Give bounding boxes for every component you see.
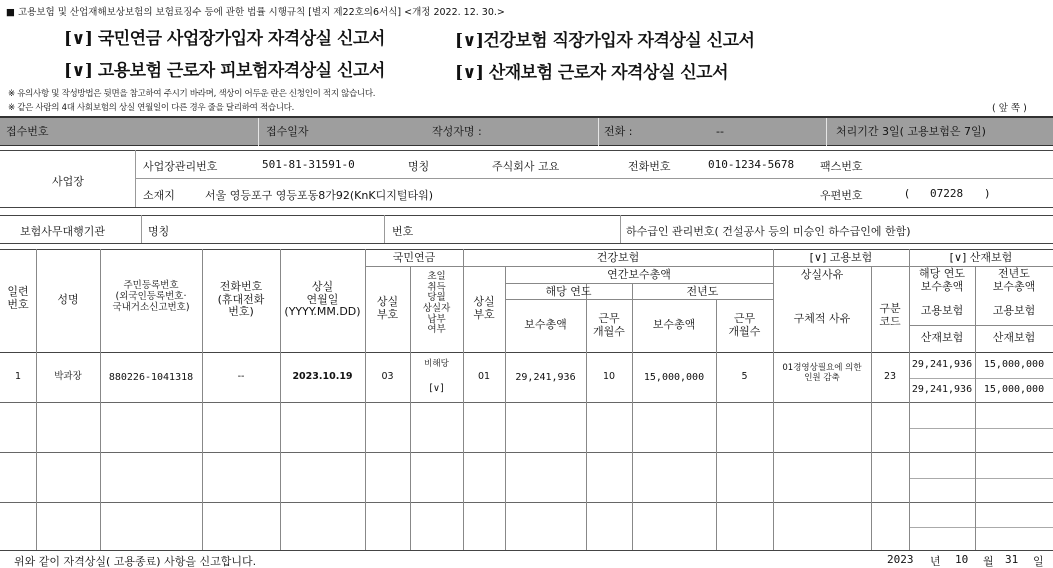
receipt-date-label: 접수일자 — [266, 125, 309, 138]
processing-period: 처리기간 3일( 고용보험은 7일) — [836, 125, 986, 138]
writer-label: 작성자명 : — [432, 125, 482, 138]
h-last-year: 전년도 — [686, 285, 719, 298]
h-industrial-insurance[interactable]: [∨] 산재보험 — [949, 251, 1013, 264]
h-specific-reason: 구체적 사유 — [793, 312, 851, 325]
row1-serial: 1 — [14, 371, 22, 382]
note-lines: ※ 같은 사람의 4대 사회보험의 상실 연월일이 다른 경우 줄을 달리하여 적습니다. — [8, 103, 294, 113]
title-employment-label: 고용보험 근로자 피보험자격상실 신고서 — [97, 61, 385, 81]
h-last-work-months: 근무 개월수 — [728, 312, 761, 338]
h-pension: 국민연금 — [392, 251, 436, 264]
h-serial: 일련 번호 — [7, 285, 29, 311]
row1-ind-this-pay[interactable]: 29,241,936 — [911, 384, 973, 395]
title-industrial-label: 산재보험 근로자 자격상실 신고서 — [488, 63, 728, 83]
form-header: ■ 고용보험 및 산업재해보상보험의 보험료징수 등에 관한 법률 시행규칙 [별지 제22호의6서식] <개정 2022. 12. 30.> — [6, 7, 505, 18]
mgmt-no-label: 사업장관리번호 — [143, 160, 218, 173]
row1-emp-last-pay[interactable]: 15,000,000 — [983, 359, 1045, 370]
h-health: 건강보험 — [596, 251, 640, 264]
footer-year[interactable]: 2023 — [887, 553, 914, 566]
row1-phone[interactable]: -- — [237, 371, 245, 382]
subcontract-label: 하수급인 관리번호( 건설공사 등의 미승인 하수급인에 한함) — [626, 225, 911, 238]
h-class-code: 구분 코드 — [879, 302, 901, 328]
check-pension[interactable]: [∨] — [64, 29, 93, 49]
address-label: 소재지 — [143, 189, 175, 202]
h-last-pay-total: 보수총액 — [652, 318, 696, 331]
title-pension — [64, 24, 385, 49]
workplace-section-label: 사업장 — [52, 175, 84, 188]
check-industrial[interactable]: [∨] — [455, 63, 484, 83]
workplace-name-value[interactable]: 주식회사 고요 — [492, 160, 560, 173]
agency-name-label: 명칭 — [148, 225, 170, 238]
h-this-year-pay: 해당 연도 보수총액 — [918, 267, 965, 293]
row1-health-last-months[interactable]: 5 — [741, 371, 748, 382]
row1-name[interactable]: 박과장 — [54, 371, 82, 382]
check-health[interactable]: [∨] — [455, 31, 484, 51]
check-employment[interactable]: [∨] — [64, 61, 93, 81]
row1-health-code[interactable]: 01 — [477, 371, 491, 382]
title-pension-label: 국민연금 사업장가입자 자격상실 신고서 — [97, 29, 385, 49]
h-this-year: 해당 연도 — [545, 285, 592, 298]
row1-pension-code[interactable]: 03 — [381, 371, 394, 382]
agency-section-label: 보험사무대행기관 — [20, 225, 106, 238]
postcode-close: ) — [985, 187, 990, 200]
h-loss-date: 상실 연월일 (YYYY.MM.DD) — [284, 280, 361, 319]
h-loss-reason: 상실사유 — [800, 268, 844, 281]
row1-rrn[interactable]: 880226-1041318 — [108, 372, 194, 383]
receipt-no-label: 접수번호 — [6, 125, 49, 138]
h-emp-last: 고용보험 — [992, 304, 1036, 317]
h-rrn: 주민등록번호 (외국인등록번호· 국내거소신고번호) — [112, 280, 190, 313]
note-instructions: ※ 유의사항 및 작성방법은 뒷면을 참고하여 주시기 바라며, 색상이 어두운 란은 신청인이 적지 않습니다. — [8, 89, 376, 99]
h-emp-this: 고용보험 — [920, 304, 964, 317]
row1-pension-first-check[interactable]: [∨] — [429, 383, 444, 394]
workplace-tel-value[interactable]: 010-1234-5678 — [708, 158, 795, 171]
row1-emp-this-pay[interactable]: 29,241,936 — [911, 359, 973, 370]
footer-month[interactable]: 10 — [955, 553, 969, 566]
h-phone: 전화번호 (휴대전화 번호) — [217, 280, 265, 319]
title-health-label: 건강보험 직장가입자 자격상실 신고서 — [483, 31, 755, 51]
h-annual-pay: 연간보수총액 — [607, 268, 671, 281]
title-industrial — [455, 58, 728, 83]
reception-phone-label: 전화 : — [604, 125, 633, 138]
h-name: 성명 — [57, 293, 79, 306]
footer-day-unit: 일 — [1033, 555, 1044, 568]
h-this-pay-total: 보수총액 — [524, 318, 567, 331]
row1-loss-date[interactable]: 2023.10.19 — [292, 371, 353, 382]
footer-month-unit: 월 — [983, 555, 994, 568]
h-health-code: 상실 부호 — [473, 295, 495, 321]
row1-health-last-pay[interactable]: 15,000,000 — [643, 372, 705, 383]
postcode-label: 우편번호 — [820, 189, 863, 202]
h-pension-code: 상실 부호 — [376, 295, 399, 321]
workplace-name-label: 명칭 — [408, 160, 430, 173]
agency-no-label: 번호 — [392, 225, 414, 238]
row1-health-this-months[interactable]: 10 — [602, 371, 616, 382]
row1-class-code[interactable]: 23 — [883, 371, 897, 382]
page-side-label: ( 앞 쪽 ) — [992, 103, 1027, 114]
mgmt-no-value[interactable]: 501-81-31591-0 — [262, 158, 355, 171]
title-health — [455, 26, 754, 51]
h-last-year-pay: 전년도 보수총액 — [992, 267, 1036, 293]
reception-bar — [0, 116, 1053, 146]
h-ind-last: 산재보험 — [992, 331, 1036, 344]
row1-specific-reason[interactable]: 01경영상필요에 의한 인원 감축 — [782, 363, 862, 383]
footer-statement: 위와 같이 자격상실( 고용종료) 사항을 신고합니다. — [14, 555, 257, 568]
address-value[interactable]: 서울 영등포구 영등포동8가92(KnK디지털타워) — [205, 189, 433, 202]
title-employment — [64, 56, 385, 81]
h-pension-first: 초일 취득 당월 상실자 납부 여부 — [422, 271, 451, 336]
workplace-tel-label: 전화번호 — [628, 160, 671, 173]
h-employment-insurance[interactable]: [∨] 고용보험 — [809, 251, 873, 264]
h-this-work-months: 근무 개월수 — [593, 312, 625, 338]
row1-pension-first-label: 비해당 — [424, 359, 449, 369]
footer-year-unit: 년 — [930, 555, 941, 568]
h-ind-this: 산재보험 — [920, 331, 964, 344]
footer-day[interactable]: 31 — [1005, 553, 1019, 566]
postcode-open: ( — [905, 187, 910, 200]
row1-health-this-pay[interactable]: 29,241,936 — [515, 372, 576, 383]
row1-ind-last-pay[interactable]: 15,000,000 — [983, 384, 1045, 395]
fax-label: 팩스번호 — [820, 160, 863, 173]
reception-phone-value: -- — [716, 125, 724, 138]
postcode-value[interactable]: 07228 — [930, 187, 964, 200]
